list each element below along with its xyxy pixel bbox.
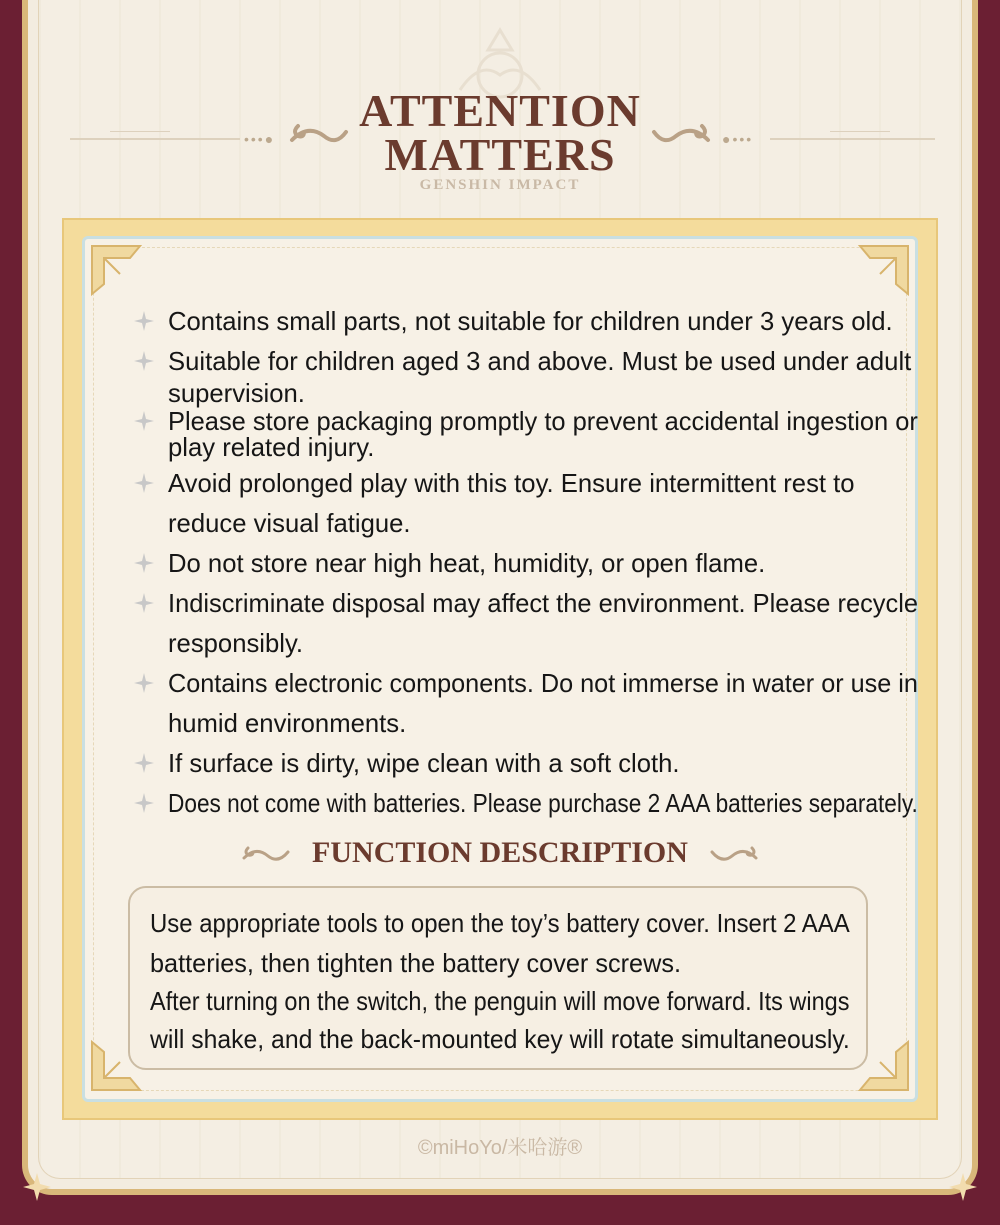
header xyxy=(0,0,1000,210)
warning-text: responsibly. xyxy=(168,628,304,658)
warning-text: Contains electronic components. Do not immerse in water or use in xyxy=(168,668,918,698)
dots-right-icon: ●••• xyxy=(722,131,754,147)
sparkle-bullet-icon xyxy=(132,584,156,622)
page-title-line1: ATTENTION xyxy=(359,85,641,136)
warning-text: Contains small parts, not suitable for children under 3 years old. xyxy=(168,306,893,336)
sparkle-bullet-icon xyxy=(132,402,156,440)
warning-text: Avoid prolonged play with this toy. Ensure intermittent rest to xyxy=(168,468,855,498)
warning-text: Do not store near high heat, humidity, or open flame. xyxy=(168,548,766,578)
function-text-line: batteries, then tighten the battery cover screws. xyxy=(150,948,681,978)
corner-ornament-top-left-icon xyxy=(90,244,150,304)
sparkle-bullet-icon xyxy=(132,744,156,782)
sparkle-bullet-icon xyxy=(132,302,156,340)
warning-text: reduce visual fatigue. xyxy=(168,508,411,538)
warning-text: Please store packaging promptly to prevent accidental ingestion or xyxy=(168,406,918,436)
corner-ornament-top-right-icon xyxy=(850,244,910,304)
star-right-icon xyxy=(948,1172,978,1202)
warning-text: humid environments. xyxy=(168,708,407,738)
function-text-line: will shake, and the back-mounted key will rotate simultaneously. xyxy=(150,1024,850,1054)
star-left-icon xyxy=(22,1172,52,1202)
warning-text: Suitable for children aged 3 and above. Must be used under adult xyxy=(168,346,912,376)
warning-text: If surface is dirty, wipe clean with a soft cloth. xyxy=(168,748,680,778)
sparkle-bullet-icon xyxy=(132,544,156,582)
copyright-text: ©miHoYo/米哈游® xyxy=(417,1137,583,1159)
function-text-line: Use appropriate tools to open the toy’s battery cover. Insert 2 AAA xyxy=(150,908,850,938)
sparkle-bullet-icon xyxy=(132,664,156,702)
warning-text: play related injury. xyxy=(168,432,375,462)
page-subtitle: GENSHIN IMPACT xyxy=(419,177,581,193)
warning-text: Indiscriminate disposal may affect the environment. Please recycle xyxy=(168,588,919,618)
function-text-line: After turning on the switch, the penguin will move forward. Its wings xyxy=(150,986,850,1016)
function-section-title: FUNCTION DESCRIPTION xyxy=(312,836,688,869)
swirl-right-icon xyxy=(708,842,760,872)
page-title-line2: MATTERS xyxy=(384,129,616,180)
warning-text: Does not come with batteries. Please purchase 2 AAA batteries separately. xyxy=(168,788,918,818)
sparkle-bullet-icon xyxy=(132,342,156,380)
sparkle-bullet-icon xyxy=(132,464,156,502)
warning-text: supervision. xyxy=(168,378,305,408)
dots-left-icon: •••● xyxy=(244,131,276,147)
sparkle-bullet-icon xyxy=(132,784,156,822)
